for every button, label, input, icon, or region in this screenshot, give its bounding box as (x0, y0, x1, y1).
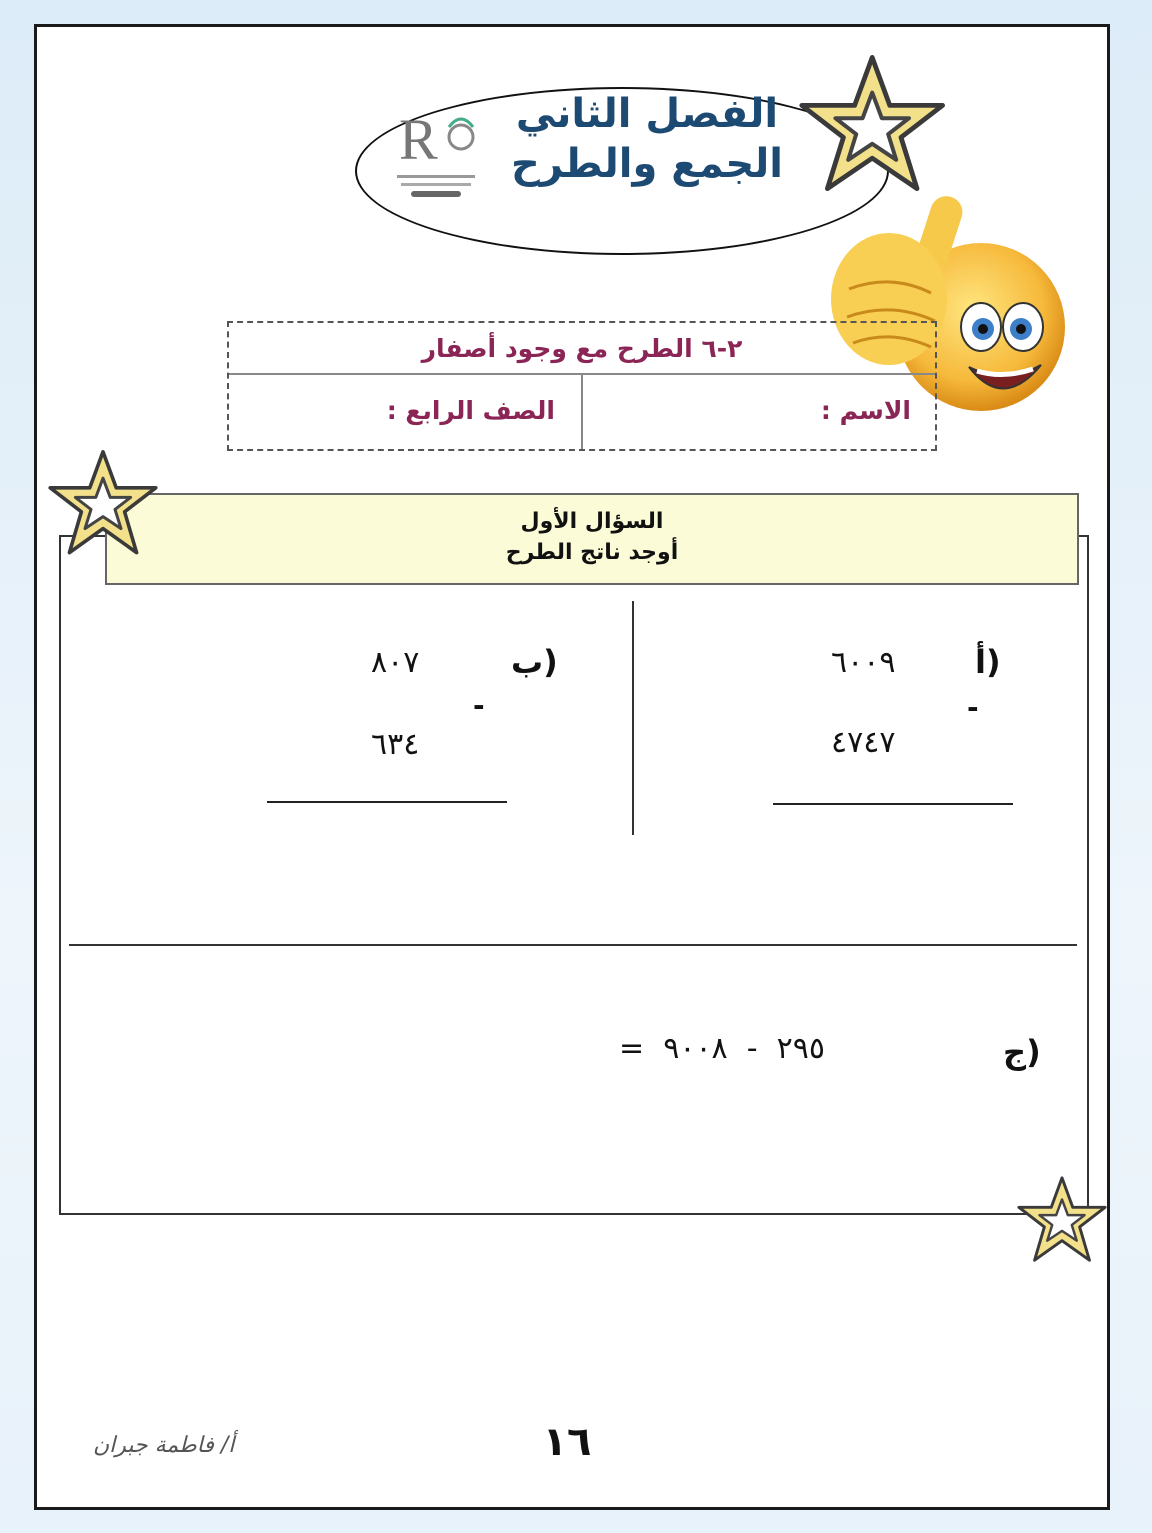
question-heading: السؤال الأول (520, 509, 664, 534)
star-icon (1013, 1173, 1111, 1273)
logo-letter: R (399, 107, 438, 172)
row-divider (69, 944, 1077, 946)
problem-c-label: ج) (1003, 1033, 1041, 1071)
problem-c-expression: = ٢٩٥ - ٩٠٠٨ (619, 1031, 825, 1066)
grade-field-label: الصف الرابع : (386, 396, 555, 425)
question-frame (59, 535, 1089, 1215)
worksheet-page (34, 24, 1110, 1510)
problem-a-operator: - (967, 691, 979, 724)
problem-b-subtrahend: ٤٣٦ (371, 727, 420, 762)
star-icon (789, 51, 949, 211)
star-icon (43, 447, 163, 567)
problem-a-subtrahend: ٧٤٧٤ (831, 725, 896, 760)
column-divider (632, 601, 634, 835)
question-banner (105, 493, 1079, 585)
problem-b-operator: - (473, 689, 485, 722)
page-number: ١٦ (542, 1419, 592, 1465)
problem-b-minuend: ٧٠٨ (371, 645, 420, 680)
lesson-title: ٢-٦ الطرح مع وجود أصفار (229, 323, 935, 375)
question-instruction: أوجد ناتج الطرح (505, 540, 679, 565)
lesson-info-box (227, 321, 937, 451)
problem-a-label: أ) (975, 643, 1001, 681)
lesson-divider (581, 373, 583, 449)
problem-a-minuend: ٩٠٠٦ (831, 645, 896, 680)
problem-b-answer-line[interactable] (267, 801, 507, 803)
chapter-title: الفصل الثاني الجمع والطرح (511, 91, 783, 187)
problem-b-label: ب) (511, 643, 558, 681)
name-field-label: الاسم : (820, 396, 911, 425)
problem-a-answer-line[interactable] (773, 803, 1013, 805)
teacher-signature: أ/ فاطمة جبران (93, 1433, 235, 1458)
